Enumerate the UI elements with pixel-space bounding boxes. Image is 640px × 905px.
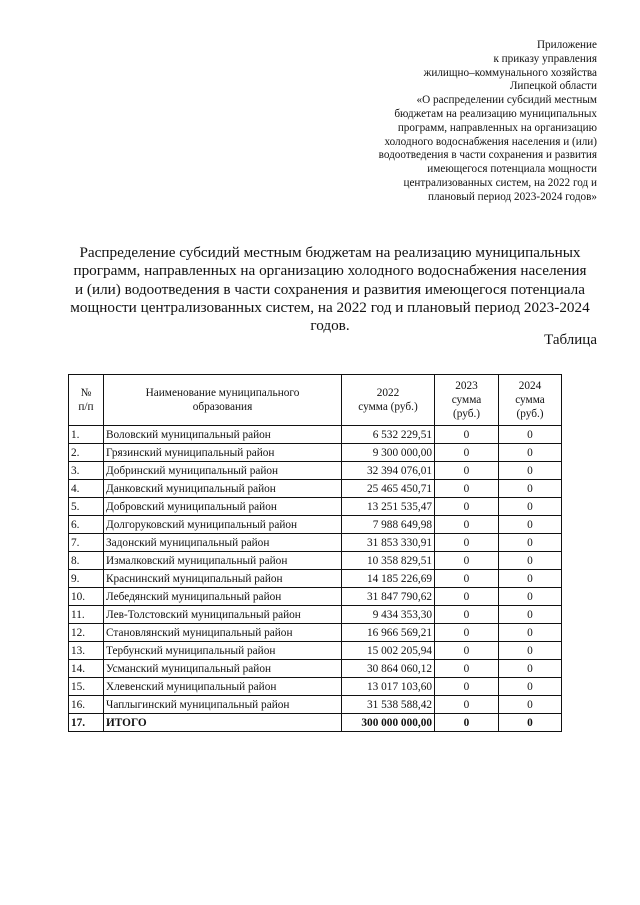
cell-amount-2023: 0 — [435, 570, 499, 588]
appendix-line: имеющегося потенциала мощности — [427, 163, 597, 176]
table-row — [69, 570, 562, 588]
cell-amount-2023: 0 — [435, 660, 499, 678]
cell-amount-2024: 0 — [499, 606, 562, 624]
cell-amount-2022: 31 853 330,91 — [342, 534, 435, 552]
cell-amount-2022: 10 358 829,51 — [342, 552, 435, 570]
cell-amount-2022: 9 434 353,30 — [342, 606, 435, 624]
header-2022-line: сумма (руб.) — [358, 401, 418, 413]
cell-amount-2023: 0 — [435, 642, 499, 660]
appendix-line: холодного водоснабжения населения и (или) — [384, 135, 597, 148]
cell-amount-2023: 0 — [435, 678, 499, 696]
table-row — [69, 462, 562, 480]
cell-amount-2022: 6 532 229,51 — [342, 426, 435, 444]
cell-municipality: Данковский муниципальный район — [104, 480, 342, 498]
cell-amount-2022: 30 864 060,12 — [342, 660, 435, 678]
document-title — [60, 244, 600, 335]
cell-num: 14. — [69, 660, 104, 678]
cell-num: 7. — [69, 534, 104, 552]
cell-amount-2024: 0 — [499, 462, 562, 480]
cell-amount-2024: 0 — [499, 624, 562, 642]
table-row — [69, 660, 562, 678]
header-2023-line: 2023 — [455, 380, 478, 392]
cell-amount-2024: 0 — [499, 444, 562, 462]
cell-amount-2023: 0 — [435, 624, 499, 642]
cell-amount-2024: 0 — [499, 426, 562, 444]
header-name — [104, 375, 342, 426]
cell-num: 11. — [69, 606, 104, 624]
cell-num: 12. — [69, 624, 104, 642]
table-row — [69, 480, 562, 498]
cell-amount-2023: 0 — [435, 588, 499, 606]
cell-amount-2024: 0 — [499, 570, 562, 588]
cell-municipality: Становлянский муниципальный район — [104, 624, 342, 642]
cell-amount-2022: 15 002 205,94 — [342, 642, 435, 660]
cell-num: 16. — [69, 696, 104, 714]
appendix-block — [250, 39, 597, 205]
table-row — [69, 624, 562, 642]
table-header-row — [69, 375, 562, 426]
cell-municipality: ИТОГО — [104, 714, 342, 732]
table-row — [69, 552, 562, 570]
title-line: программ, направленных на организацию холодного водоснабжения населения — [73, 262, 587, 280]
cell-amount-2024: 0 — [499, 498, 562, 516]
header-2023 — [435, 375, 499, 426]
title-line: мощности централизованных систем, на 2022 год и плановый период 2023-2024 — [70, 298, 590, 316]
cell-amount-2023: 0 — [435, 606, 499, 624]
cell-amount-2022: 300 000 000,00 — [342, 714, 435, 732]
table-body — [69, 426, 562, 732]
cell-municipality: Долгоруковский муниципальный район — [104, 516, 342, 534]
cell-municipality: Воловский муниципальный район — [104, 426, 342, 444]
cell-municipality: Лев-Толстовский муниципальный район — [104, 606, 342, 624]
header-name-line: образования — [192, 401, 253, 413]
cell-num: 13. — [69, 642, 104, 660]
header-2024-line: сумма — [515, 394, 545, 406]
cell-amount-2024: 0 — [499, 480, 562, 498]
table-row — [69, 696, 562, 714]
cell-amount-2024: 0 — [499, 714, 562, 732]
cell-amount-2022: 31 847 790,62 — [342, 588, 435, 606]
cell-municipality: Добринский муниципальный район — [104, 462, 342, 480]
cell-amount-2024: 0 — [499, 552, 562, 570]
header-name-line: Наименование муниципального — [145, 387, 300, 399]
table-row — [69, 444, 562, 462]
cell-amount-2023: 0 — [435, 534, 499, 552]
cell-amount-2023: 0 — [435, 552, 499, 570]
cell-amount-2023: 0 — [435, 516, 499, 534]
cell-amount-2023: 0 — [435, 444, 499, 462]
appendix-line: программ, направленных на организацию — [397, 121, 597, 134]
cell-amount-2022: 7 988 649,98 — [342, 516, 435, 534]
table-row — [69, 606, 562, 624]
header-2024-line: 2024 — [518, 380, 542, 392]
table-row — [69, 678, 562, 696]
table-row — [69, 516, 562, 534]
header-2022 — [342, 375, 435, 426]
cell-municipality: Чаплыгинский муниципальный район — [104, 696, 342, 714]
appendix-line: к приказу управления — [493, 52, 597, 65]
cell-amount-2022: 13 017 103,60 — [342, 678, 435, 696]
appendix-line: бюджетам на реализацию муниципальных — [394, 107, 597, 120]
appendix-line: Липецкой области — [509, 80, 597, 93]
cell-amount-2022: 31 538 588,42 — [342, 696, 435, 714]
cell-amount-2023: 0 — [435, 480, 499, 498]
cell-amount-2023: 0 — [435, 426, 499, 444]
cell-amount-2022: 32 394 076,01 — [342, 462, 435, 480]
cell-num: 10. — [69, 588, 104, 606]
header-num-line: № — [80, 387, 92, 399]
cell-amount-2024: 0 — [499, 534, 562, 552]
header-2023-line: (руб.) — [452, 408, 481, 420]
subsidy-table — [68, 374, 562, 732]
cell-amount-2024: 0 — [499, 678, 562, 696]
cell-municipality: Задонский муниципальный район — [104, 534, 342, 552]
cell-municipality: Усманский муниципальный район — [104, 660, 342, 678]
cell-municipality: Грязинский муниципальный район — [104, 444, 342, 462]
cell-amount-2022: 25 465 450,71 — [342, 480, 435, 498]
header-2024 — [499, 375, 562, 426]
cell-num: 2. — [69, 444, 104, 462]
cell-amount-2024: 0 — [499, 588, 562, 606]
cell-num: 5. — [69, 498, 104, 516]
cell-municipality: Хлевенский муниципальный район — [104, 678, 342, 696]
appendix-line: «О распределении субсидий местным — [416, 94, 597, 107]
table-total-row — [69, 714, 562, 732]
appendix-line: жилищно–коммунального хозяйства — [423, 66, 597, 79]
table-label: Таблица — [544, 332, 597, 348]
appendix-line: плановый период 2023-2024 годов» — [427, 190, 597, 203]
cell-num: 6. — [69, 516, 104, 534]
cell-num: 3. — [69, 462, 104, 480]
cell-municipality: Лебедянский муниципальный район — [104, 588, 342, 606]
header-num-line: п/п — [78, 401, 94, 413]
cell-municipality: Добровский муниципальный район — [104, 498, 342, 516]
cell-num: 8. — [69, 552, 104, 570]
cell-amount-2024: 0 — [499, 642, 562, 660]
title-line: Распределение субсидий местным бюджетам на реализацию муниципальных — [79, 244, 581, 261]
appendix-line: централизованных систем, на 2022 год и — [403, 176, 597, 189]
cell-amount-2022: 13 251 535,47 — [342, 498, 435, 516]
cell-num: 1. — [69, 426, 104, 444]
cell-amount-2022: 14 185 226,69 — [342, 570, 435, 588]
cell-amount-2024: 0 — [499, 660, 562, 678]
cell-amount-2023: 0 — [435, 696, 499, 714]
table-row — [69, 642, 562, 660]
cell-num: 15. — [69, 678, 104, 696]
title-line: годов. — [310, 317, 350, 335]
cell-amount-2024: 0 — [499, 516, 562, 534]
table-row — [69, 588, 562, 606]
cell-amount-2022: 9 300 000,00 — [342, 444, 435, 462]
header-2022-line: 2022 — [376, 387, 400, 399]
cell-amount-2024: 0 — [499, 696, 562, 714]
table-row — [69, 498, 562, 516]
cell-amount-2023: 0 — [435, 498, 499, 516]
cell-municipality: Измалковский муниципальный район — [104, 552, 342, 570]
cell-num: 4. — [69, 480, 104, 498]
cell-num: 9. — [69, 570, 104, 588]
header-2024-line: (руб.) — [516, 408, 544, 420]
cell-amount-2022: 16 966 569,21 — [342, 624, 435, 642]
title-line: и (или) водоотведения в части сохранения и развития имеющегося потенциала — [74, 280, 585, 298]
table-row — [69, 534, 562, 552]
cell-municipality: Краснинский муниципальный район — [104, 570, 342, 588]
header-2023-line: сумма — [451, 394, 482, 406]
header-num — [69, 375, 104, 426]
cell-num: 17. — [69, 714, 104, 732]
cell-municipality: Тербунский муниципальный район — [104, 642, 342, 660]
cell-amount-2023: 0 — [435, 462, 499, 480]
table-row — [69, 426, 562, 444]
appendix-line: водоотведения в части сохранения и развития — [378, 149, 597, 162]
cell-amount-2023: 0 — [435, 714, 499, 732]
appendix-line: Приложение — [536, 39, 597, 51]
